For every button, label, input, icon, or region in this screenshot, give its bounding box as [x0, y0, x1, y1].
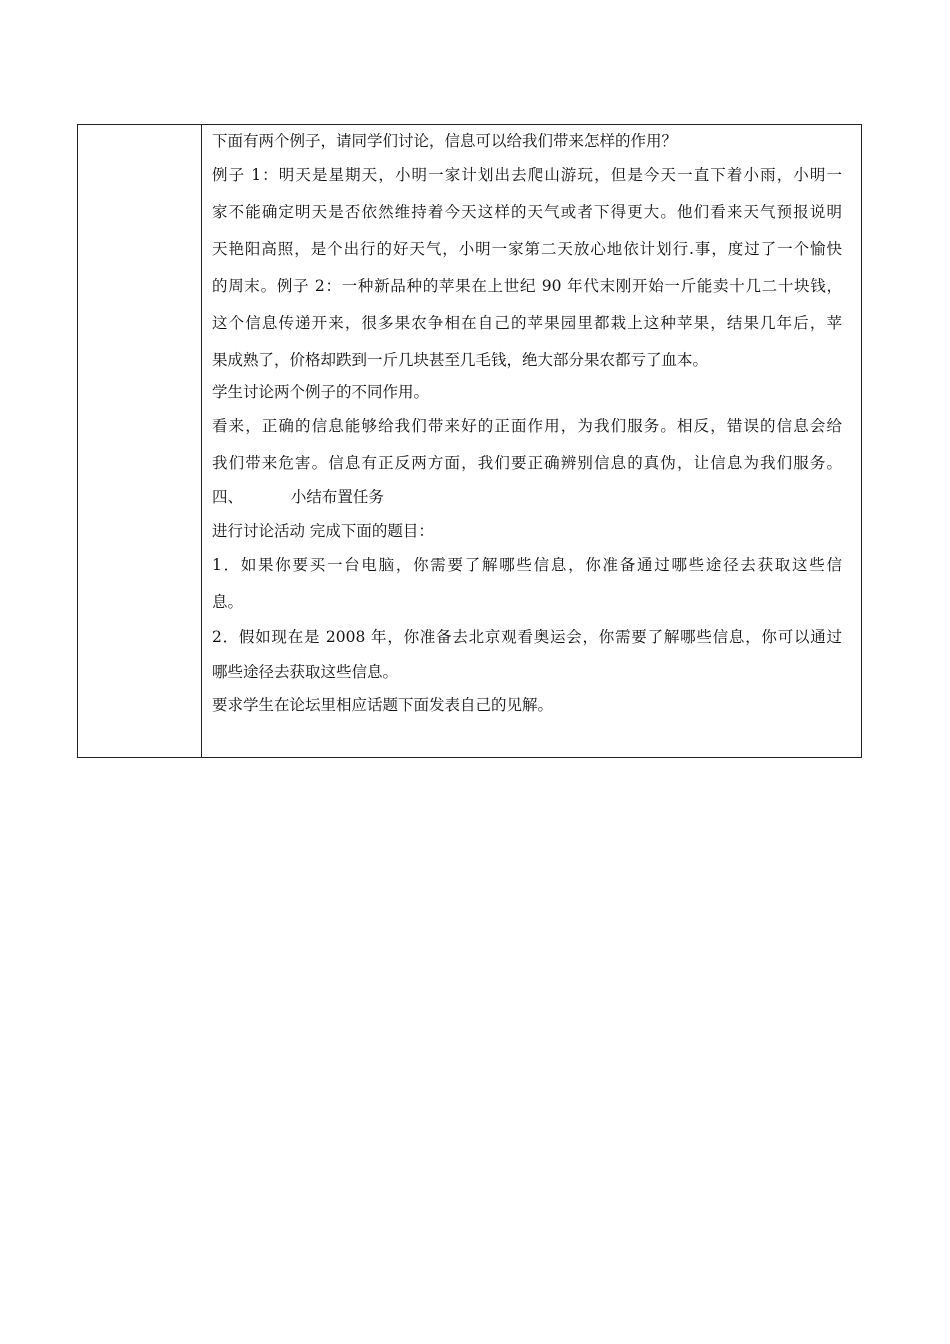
requirement-line: 要求学生在论坛里相应话题下面发表自己的见解。 — [212, 696, 554, 714]
intro-paragraph: 下面有两个例子，请同学们讨论，信息可以给我们带来怎样的作用？ — [212, 132, 678, 150]
question-2-line-1: 2．假如现在是 2008 年，你准备去北京观看奥运会，你需要了解哪些信息，你可以通过 — [212, 628, 842, 646]
activity-line: 进行讨论活动 完成下面的题目： — [212, 522, 434, 540]
section-title: 小结布置任务 — [290, 488, 384, 506]
discussion-line: 学生讨论两个例子的不同作用。 — [212, 383, 430, 401]
conclusion-line-2: 我们带来危害。信息有正反两方面，我们要正确辨别信息的真伪，让信息为我们服务。 — [212, 454, 842, 472]
example-line-6: 果成熟了，价格却跌到一斤几块甚至几毛钱，绝大部分果农都亏了血本。 — [212, 351, 709, 369]
example-line-3: 天艳阳高照，是个出行的好天气，小明一家第二天放心地依计划行.事，度过了一个愉快 — [212, 240, 842, 258]
example-line-1: 例子 1：明天是星期天，小明一家计划出去爬山游玩，但是今天一直下着小雨，小明一 — [212, 166, 842, 184]
left-column-cell — [78, 125, 202, 757]
question-2-line-2: 哪些途径去获取这些信息。 — [212, 663, 399, 681]
question-1-line-1: 1．如果你要买一台电脑，你需要了解哪些信息，你准备通过哪些途径去获取这些信 — [212, 556, 842, 574]
example-line-5: 这个信息传递开来，很多果农争相在自己的苹果园里都栽上这种苹果，结果几年后，苹 — [212, 314, 842, 332]
section-number: 四、 — [212, 488, 244, 506]
content-cell — [202, 125, 861, 757]
lesson-table — [77, 124, 862, 758]
question-1-line-2: 息。 — [212, 593, 244, 611]
example-line-4: 的周末。例子 2：一种新品种的苹果在上世纪 90 年代末刚开始一斤能卖十几二十块钱， — [212, 277, 842, 295]
conclusion-line-1: 看来，正确的信息能够给我们带来好的正面作用，为我们服务。相反，错误的信息会给 — [212, 417, 842, 435]
section-heading — [212, 485, 384, 507]
example-line-2: 家不能确定明天是否依然维持着今天这样的天气或者下得更大。他们看来天气预报说明 — [212, 203, 842, 221]
